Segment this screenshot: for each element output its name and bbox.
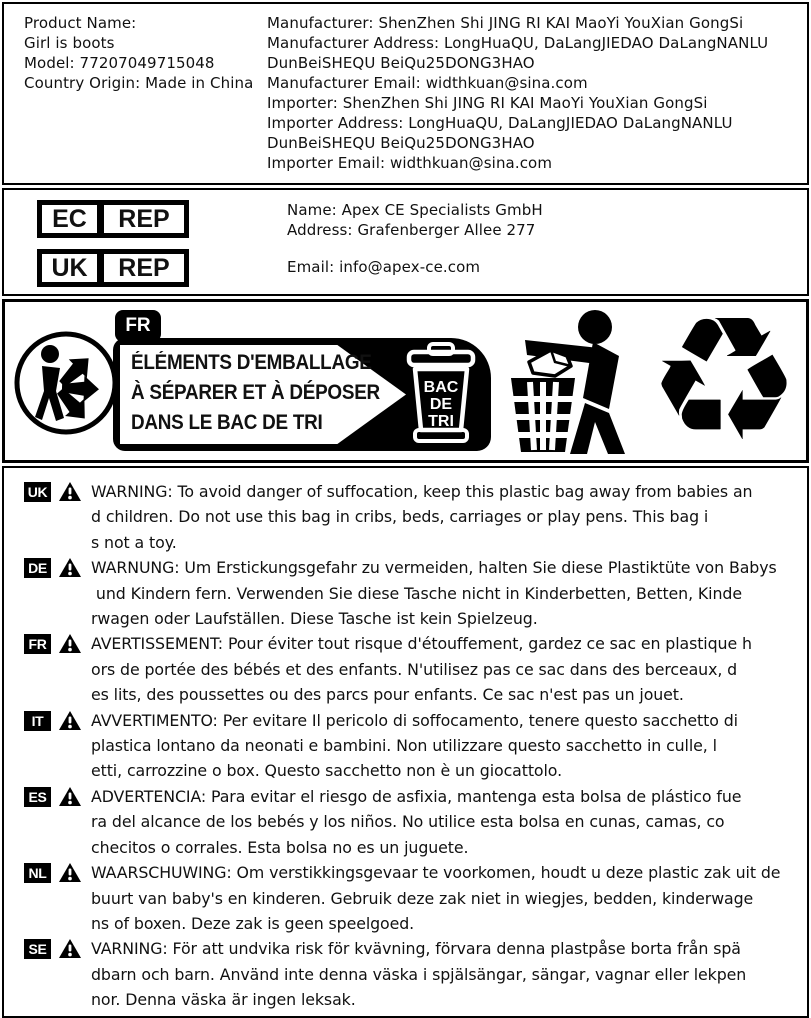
warning-text-line: d children. Do not use this bag in cribs, beds, carriages or play pens. This bag i (91, 507, 709, 527)
banner-line-3: DANS LE BAC DE TRI (131, 411, 323, 434)
manufacturer-info (267, 4, 807, 183)
product-model: Model: 77207049715048 (24, 54, 215, 72)
warning-triangle-icon (58, 481, 82, 502)
manufacturer-email: Manufacturer Email: widthkuan@sina.com (267, 74, 588, 92)
recycling-section (2, 299, 809, 463)
warning-text-line: etti, carrozzine o box. Questo sacchetto non è un giocattolo. (91, 761, 562, 781)
uk-rep-label: REP (118, 253, 170, 282)
warning-triangle-icon (58, 786, 82, 807)
triman-icon (12, 328, 120, 438)
warning-row-fr (24, 631, 807, 707)
product-name-value: Girl is boots (24, 34, 115, 52)
language-badge-uk: UK (24, 482, 51, 502)
banner-line-2: À SÉPARER ET À DÉPOSER (131, 381, 380, 404)
warning-text-line: und Kindern fern. Verwenden Sie diese Tasche nicht in Kinderbetten, Betten, Kinde (91, 583, 742, 603)
warning-text-line: AVVERTIMENTO: Per evitare Il pericolo di soffocamento, tenere questo sacchetto di (91, 710, 738, 730)
warning-row-de (24, 555, 807, 631)
manufacturer-name: Manufacturer: ShenZhen Shi JING RI KAI MaoYi YouXian GongSi (267, 14, 744, 32)
product-info (4, 4, 267, 183)
warning-text-line: ns of boxen. Deze zak is geen speelgoed. (91, 913, 415, 933)
warning-text-line: WARNUNG: Um Erstickungsgefahr zu vermeiden, halten Sie diese Plastiktüte von Babys (91, 558, 777, 578)
warning-text-line: WARNING: To avoid danger of suffocation, keep this plastic bag away from babies an (91, 482, 753, 501)
manufacturer-address-line1: Manufacturer Address: LongHuaQU, DaLangJIEDAO DaLangNANLU (267, 34, 769, 52)
language-badge-it: IT (24, 711, 51, 731)
warning-text-line: dbarn och barn. Använd inte denna väska i spjälsängar, sängar, vagnar eller lekpen (91, 964, 747, 984)
manufacturer-address-line2: DunBeiSHEQU BeiQu25DONG3HAO (267, 54, 535, 72)
language-badge-fr: FR (24, 634, 51, 654)
ec-rep-badge (37, 200, 189, 238)
importer-address-line1: Importer Address: LongHuaQU, DaLangJIEDAO DaLangNANLU (267, 114, 733, 132)
warning-text (91, 631, 752, 707)
uk-rep-code: UK (51, 253, 88, 282)
rep-contact (287, 200, 543, 277)
warning-text (91, 936, 746, 1012)
warning-text-line: ADVERTENCIA: Para evitar el riesgo de asfixia, mantenga esta bolsa de plástico fue (91, 786, 742, 806)
warning-text-line: buurt van baby's en kinderen. Gebruik deze zak niet in wiegjes, bedden, kinderwage (91, 888, 754, 908)
warning-row-it (24, 708, 807, 784)
recycle-icon: ♻ (646, 299, 802, 463)
warning-row-nl (24, 860, 807, 936)
warning-text-line: VARNING: För att undvika risk för kvävning, förvara denna plastpåse borta från spä (91, 939, 741, 959)
warning-text-line: rwagen oder Laufställen. Diese Tasche ist kein Spielzeug. (91, 609, 538, 629)
warning-triangle-icon (58, 710, 82, 731)
language-badge-de: DE (24, 558, 51, 578)
rep-email: Email: info@apex-ce.com (287, 258, 481, 276)
bac-de-tri-bin-icon (401, 342, 481, 448)
product-info-section (2, 2, 809, 185)
warning-text-line: es lits, des poussettes ou des parcs pour enfants. Ce sac n'est pas un jouet. (91, 685, 684, 705)
warning-text (91, 708, 738, 784)
uk-rep-badge (37, 249, 189, 287)
warning-text-line: nor. Denna väska är ingen leksak. (91, 990, 356, 1010)
warning-text-line: ra del alcance de los bebés y los niños. No utilice esta bolsa en cunas, camas, co (91, 812, 725, 832)
country-origin: Country Origin: Made in China (24, 74, 254, 92)
rep-divider (97, 205, 104, 233)
rep-section (2, 188, 809, 296)
warning-triangle-icon (58, 633, 82, 654)
warning-row-uk (24, 479, 807, 555)
warning-row-se (24, 936, 807, 1012)
warning-triangle-icon (58, 557, 82, 578)
language-badge-nl: NL (24, 863, 51, 883)
warning-text (91, 784, 741, 860)
banner-line-1: ÉLÉMENTS D'EMBALLAGE (131, 351, 372, 374)
warning-text-line: AVERTISSEMENT: Pour éviter tout risque d'étouffement, gardez ce sac en plastique h (91, 634, 752, 654)
sorting-instructions-banner (113, 338, 491, 451)
warning-triangle-icon (58, 938, 82, 959)
warnings-section (2, 466, 809, 1018)
importer-address-line2: DunBeiSHEQU BeiQu25DONG3HAO (267, 134, 535, 152)
warning-text-line: ors de portée des bébés et des enfants. N'utilisez pas ce sac dans des berceaux, d (91, 659, 738, 679)
banner-text (131, 348, 380, 438)
tidyman-icon (497, 306, 645, 456)
rep-address: Address: Grafenberger Allee 277 (287, 221, 536, 239)
svg-text:DE: DE (429, 396, 453, 413)
svg-text:BAC: BAC (423, 379, 459, 396)
svg-text:TRI: TRI (428, 413, 454, 430)
warning-text-line: s not a toy. (91, 532, 177, 552)
warning-text-line: WAARSCHUWING: Om verstikkingsgevaar te voorkomen, houdt u deze plastic zak uit de (91, 863, 781, 883)
ec-rep-code: EC (52, 204, 87, 233)
language-badge-es: ES (24, 787, 51, 807)
ec-rep-label: REP (118, 204, 170, 233)
warning-text (91, 555, 777, 631)
warning-text-line: plastica lontano da neonati e bambini. Non utilizzare questo sacchetto in culle, l (91, 736, 717, 756)
rep-name: Name: Apex CE Specialists GmbH (287, 201, 543, 219)
fr-country-tag: FR (115, 310, 161, 342)
warning-text (91, 860, 780, 936)
product-name-label: Product Name: (24, 14, 137, 32)
language-badge-se: SE (24, 939, 51, 959)
warning-text (91, 479, 752, 555)
importer-name: Importer: ShenZhen Shi JING RI KAI MaoYi YouXian GongSi (267, 94, 708, 112)
warning-text-line: checitos o corrales. Esta bolsa no es un juguete. (91, 837, 469, 857)
importer-email: Importer Email: widthkuan@sina.com (267, 154, 553, 172)
warning-triangle-icon (58, 862, 82, 883)
warning-row-es (24, 784, 807, 860)
rep-divider (97, 254, 104, 282)
